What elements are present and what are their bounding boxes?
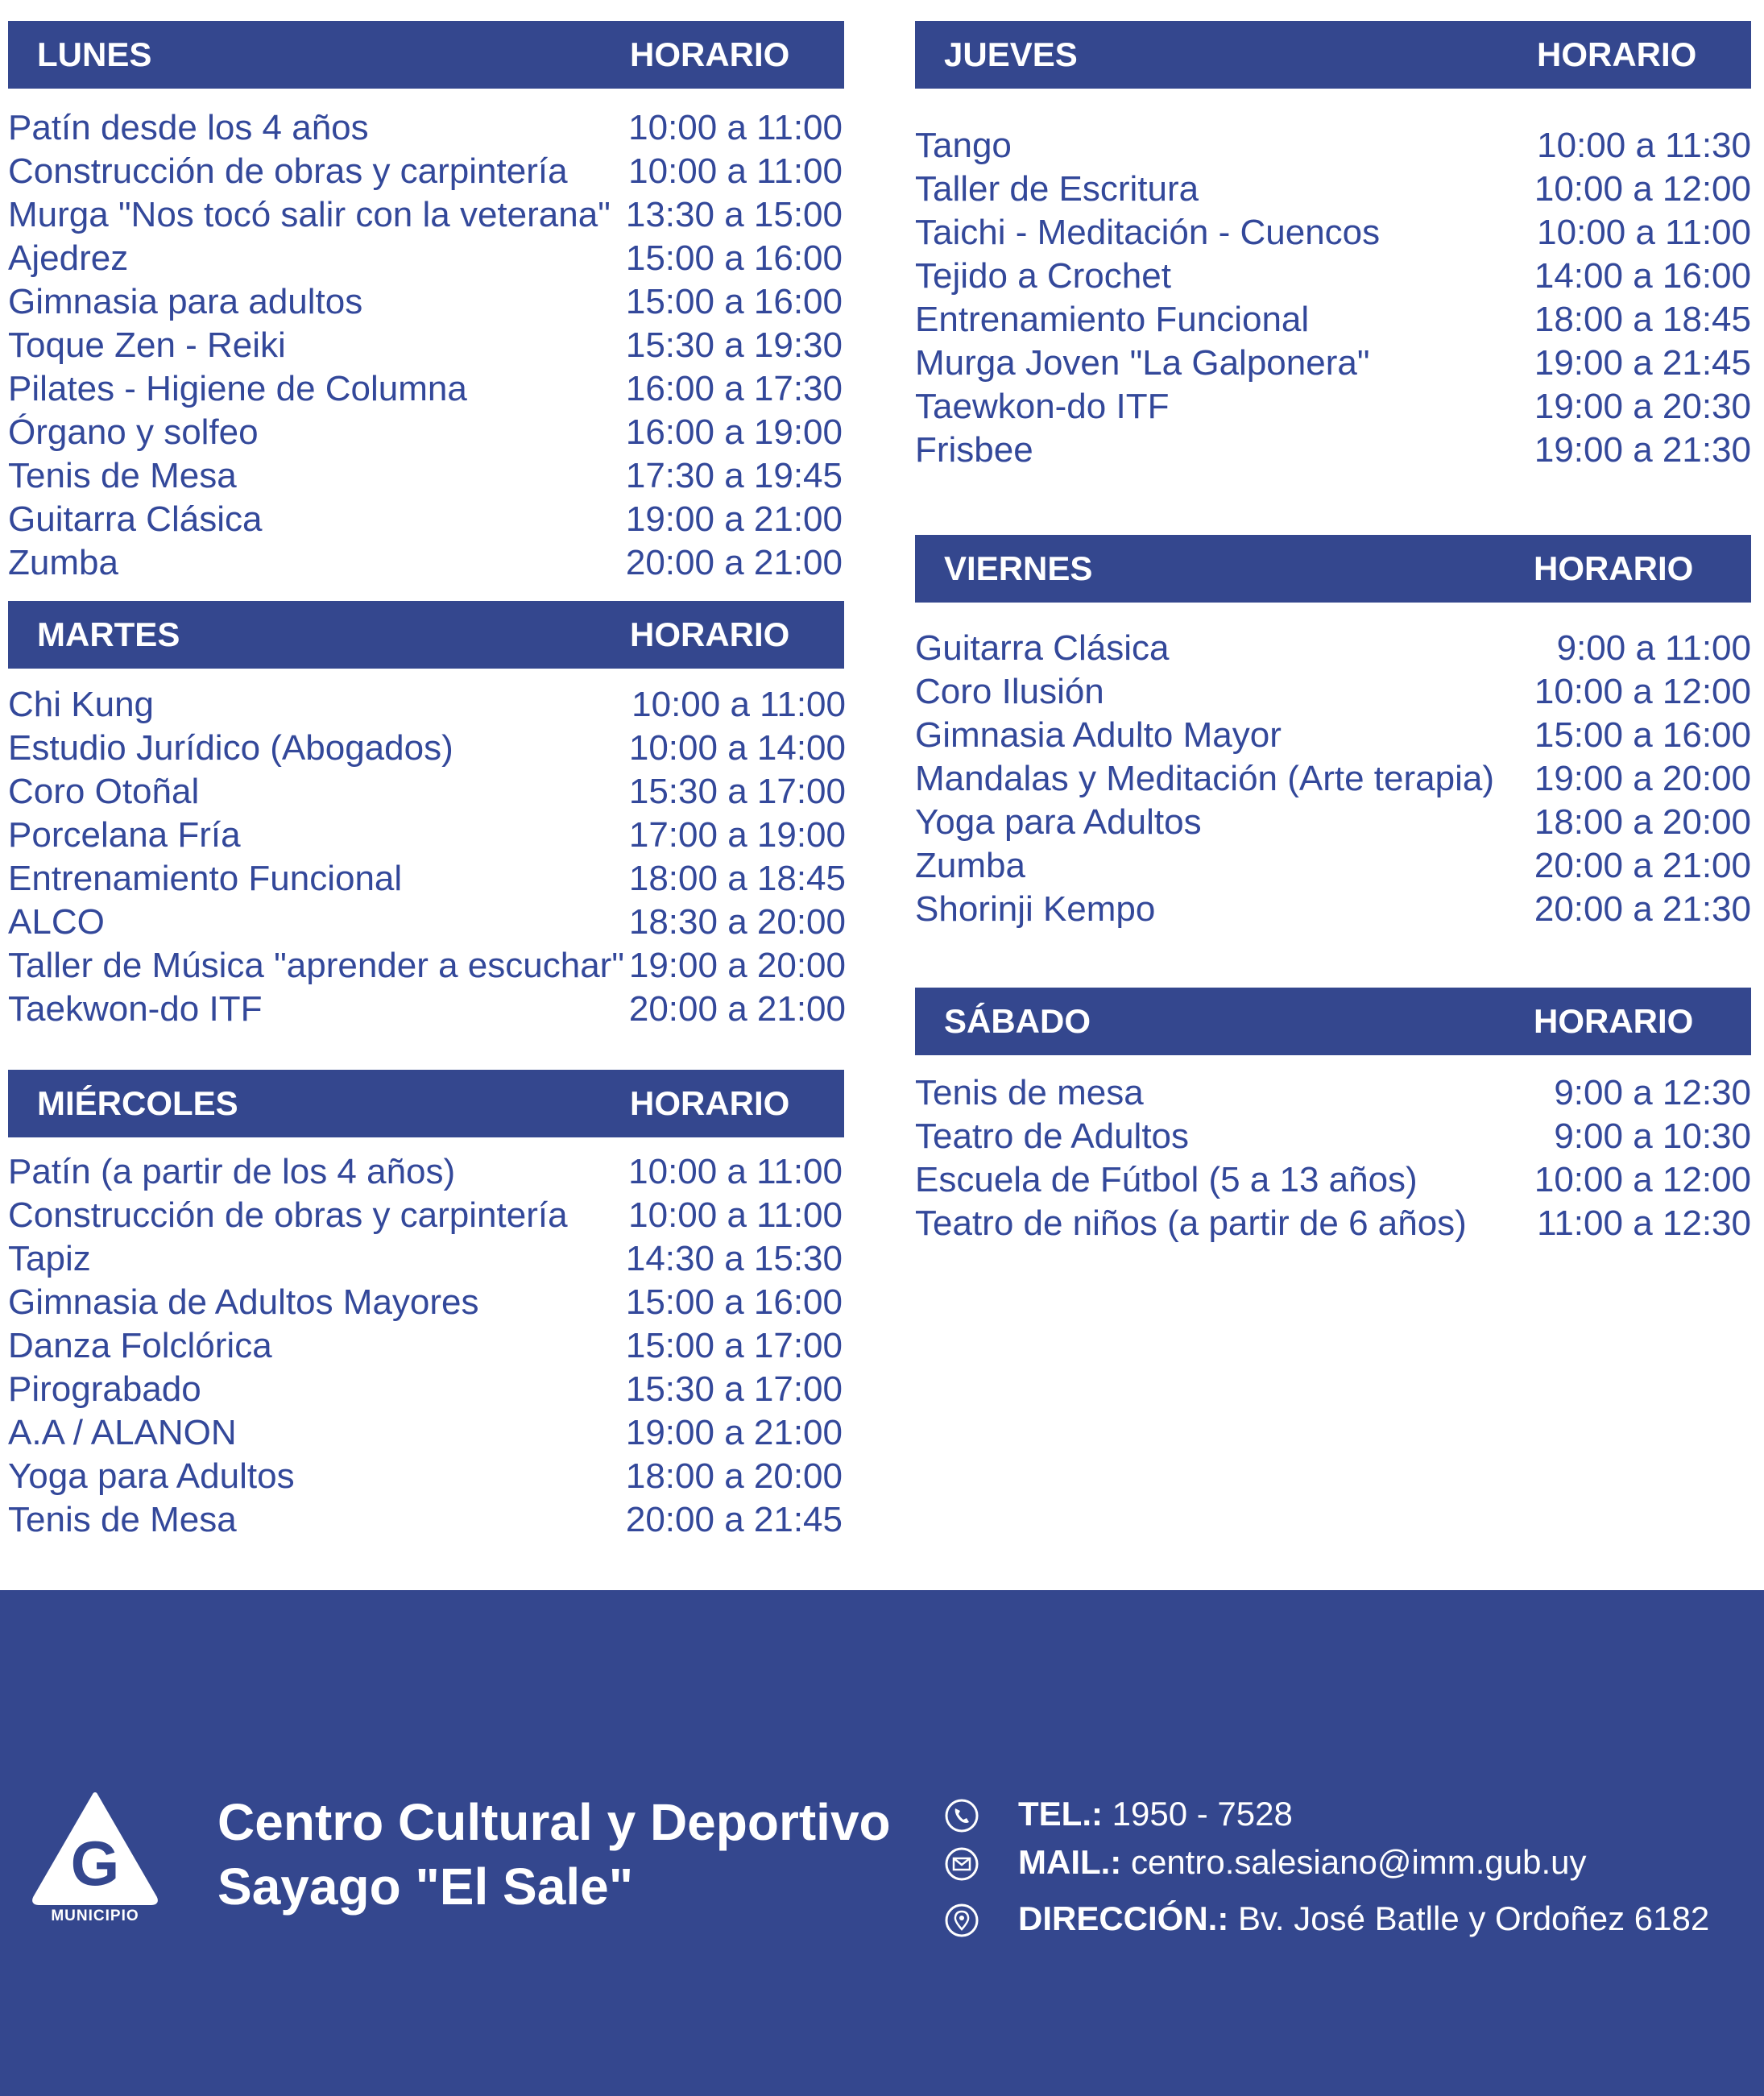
section-header-sabado [915,988,1751,1055]
activity-name: Danza Folclórica [8,1326,272,1365]
activity-name: Taewkon-do ITF [915,387,1170,426]
activity-time: 17:00 a 19:00 [628,815,846,855]
tel-value: 1950 - 7528 [1112,1795,1293,1833]
section-header-viernes [915,535,1751,603]
list-item [8,324,843,367]
list-item [8,150,843,193]
activity-time: 15:00 a 16:00 [1534,715,1751,755]
activity-name: Construcción de obras y carpintería [8,1195,568,1235]
list-item [915,168,1751,211]
activity-name: Zumba [8,543,118,582]
activity-time: 11:00 a 12:30 [1537,1203,1751,1243]
activity-time: 10:00 a 11:00 [628,108,843,147]
activity-time: 20:00 a 21:30 [1534,889,1751,929]
list-item [915,124,1751,168]
activity-time: 18:00 a 18:45 [1534,300,1751,339]
list-item [8,727,846,770]
activity-name: Zumba [915,846,1025,885]
activity-name: Tenis de mesa [915,1073,1144,1112]
activity-time: 14:30 a 15:30 [625,1239,843,1278]
activity-time: 10:00 a 11:00 [631,685,846,724]
contact-phone-text [1018,1792,1293,1837]
activity-time: 15:00 a 16:00 [625,282,843,321]
activity-name: Tejido a Crochet [915,256,1171,296]
list-item [915,670,1751,714]
activity-name: Tenis de Mesa [8,456,237,495]
activity-name: Escuela de Fútbol (5 a 13 años) [915,1160,1418,1199]
list-item [915,429,1751,472]
list-item [8,1411,843,1455]
horario-label: HORARIO [630,1084,790,1122]
activity-time: 10:00 a 12:00 [1534,169,1751,209]
activity-time: 10:00 a 11:30 [1537,126,1751,165]
list-item [8,901,846,944]
section-header-martes [8,601,844,669]
activity-time: 20:00 a 21:00 [628,989,846,1029]
activity-name: Tapiz [8,1239,91,1278]
logo-letter: G [70,1828,120,1899]
list-item [915,1158,1751,1202]
list-item [915,844,1751,888]
phone-icon [944,1798,979,1833]
logo-caption: MUNICIPIO [51,1908,139,1924]
location-pin-icon [944,1903,979,1938]
activity-name: Mandalas y Meditación (Arte terapia) [915,759,1494,798]
activity-time: 20:00 a 21:45 [625,1500,843,1539]
activity-time: 15:00 a 16:00 [625,1282,843,1322]
mail-label: MAIL.: [1018,1843,1122,1881]
horario-label: HORARIO [630,615,790,653]
section-header-jueves [915,21,1751,89]
activity-time: 15:30 a 19:30 [625,325,843,365]
activity-time: 10:00 a 12:00 [1534,1160,1751,1199]
activity-time: 15:00 a 17:00 [625,1326,843,1365]
activity-name: Entrenamiento Funcional [8,859,403,898]
day-title: MARTES [37,615,180,653]
activity-time: 10:00 a 11:00 [628,1195,843,1235]
activity-name: Teatro de niños (a partir de 6 años) [915,1203,1467,1243]
list-item [915,888,1751,931]
org-name-line2: Sayago "El Sale" [217,1858,634,1916]
list-item [915,714,1751,757]
list-item [8,1455,843,1498]
list-item [915,342,1751,385]
activity-time: 18:00 a 20:00 [625,1456,843,1496]
contact-mail-text [1018,1840,1587,1885]
activity-time: 20:00 a 21:00 [1534,846,1751,885]
activity-name: Coro Ilusión [915,672,1104,711]
list-item [8,367,843,411]
mail-icon [944,1846,979,1882]
activity-name: Pilates - Higiene de Columna [8,369,467,408]
activity-name: ALCO [8,902,105,942]
activity-name: Entrenamiento Funcional [915,300,1310,339]
activity-time: 9:00 a 11:00 [1556,628,1751,668]
address-label: DIRECCIÓN.: [1018,1899,1229,1937]
list-item [915,757,1751,801]
list-item [8,280,843,324]
activity-time: 18:30 a 20:00 [628,902,846,942]
horario-label: HORARIO [1537,35,1697,73]
list-item [8,1281,843,1324]
activity-name: Taichi - Meditación - Cuencos [915,213,1381,252]
activity-name: Taekwon-do ITF [8,989,263,1029]
list-item [8,454,843,498]
horario-label: HORARIO [1534,1002,1694,1040]
activity-name: Taller de Música "aprender a escuchar" [8,946,624,985]
activity-name: Gimnasia para adultos [8,282,363,321]
activity-name: Guitarra Clásica [8,499,263,539]
list-item [915,801,1751,844]
activity-name: Frisbee [915,430,1033,470]
list-item [915,298,1751,342]
day-title: VIERNES [944,549,1093,587]
list-item [8,498,843,541]
day-title: JUEVES [944,35,1078,73]
activity-name: Coro Otoñal [8,772,200,811]
day-title: LUNES [37,35,152,73]
list-item [915,1202,1751,1245]
horario-label: HORARIO [630,35,790,73]
activity-time: 10:00 a 12:00 [1534,672,1751,711]
list-item [8,1324,843,1368]
municipio-logo [31,1790,159,1908]
activity-time: 10:00 a 11:00 [628,1152,843,1191]
activity-time: 19:00 a 20:30 [1534,387,1751,426]
activity-time: 10:00 a 14:00 [628,728,846,768]
activity-name: Construcción de obras y carpintería [8,151,568,191]
org-name-line1: Centro Cultural y Deportivo [217,1793,891,1851]
list-item [8,1368,843,1411]
contact-address-text [1018,1896,1709,1941]
activity-time: 19:00 a 20:00 [628,946,846,985]
activity-time: 19:00 a 21:45 [1534,343,1751,383]
address-value: Bv. José Batlle y Ordoñez 6182 [1238,1899,1710,1937]
activity-name: Yoga para Adultos [915,802,1202,842]
activity-time: 10:00 a 11:00 [628,151,843,191]
activity-name: Tenis de Mesa [8,1500,237,1539]
activity-time: 14:00 a 16:00 [1534,256,1751,296]
activity-name: Shorinji Kempo [915,889,1156,929]
list-item [8,770,846,814]
list-item [8,541,843,585]
activity-name: Murga "Nos tocó salir con la veterana" [8,195,611,234]
organization-name [217,1790,891,1919]
activity-name: Yoga para Adultos [8,1456,295,1496]
mail-value[interactable]: centro.salesiano@imm.gub.uy [1130,1843,1587,1881]
activity-time: 9:00 a 10:30 [1554,1116,1751,1156]
section-header-lunes [8,21,844,89]
activity-name: Patín (a partir de los 4 años) [8,1152,456,1191]
list-item [8,237,843,280]
horario-label: HORARIO [1534,549,1694,587]
activity-time: 13:30 a 15:00 [625,195,843,234]
activity-name: Guitarra Clásica [915,628,1170,668]
list-item [915,385,1751,429]
list-item [8,988,846,1031]
activity-name: Órgano y solfeo [8,412,259,452]
activity-time: 18:00 a 20:00 [1534,802,1751,842]
day-title: MIÉRCOLES [37,1084,238,1122]
activity-time: 15:30 a 17:00 [628,772,846,811]
list-item [8,1194,843,1237]
activity-name: Ajedrez [8,238,129,278]
activity-name: Estudio Jurídico (Abogados) [8,728,453,768]
section-header-miercoles [8,1070,844,1137]
list-item [8,1150,843,1194]
activity-time: 15:30 a 17:00 [625,1369,843,1409]
footer [0,1590,1764,2096]
activity-name: Murga Joven "La Galponera" [915,343,1370,383]
list-item [8,411,843,454]
activity-name: Gimnasia de Adultos Mayores [8,1282,479,1322]
list-item [8,814,846,857]
list-item [8,106,843,150]
activity-time: 20:00 a 21:00 [625,543,843,582]
list-item [915,255,1751,298]
list-item [8,1498,843,1542]
list-item [8,193,843,237]
activity-name: Teatro de Adultos [915,1116,1190,1156]
list-item [8,1237,843,1281]
activity-name: Gimnasia Adulto Mayor [915,715,1282,755]
activity-time: 16:00 a 19:00 [625,412,843,452]
activity-time: 19:00 a 21:30 [1534,430,1751,470]
activity-time: 19:00 a 21:00 [625,499,843,539]
activity-name: Pirograbado [8,1369,201,1409]
activity-name: A.A / ALANON [8,1413,237,1452]
day-title: SÁBADO [944,1002,1091,1040]
activity-time: 9:00 a 12:30 [1554,1073,1751,1112]
activity-time: 10:00 a 11:00 [1537,213,1751,252]
activity-name: Tango [915,126,1012,165]
activity-time: 19:00 a 20:00 [1534,759,1751,798]
activity-time: 15:00 a 16:00 [625,238,843,278]
list-item [8,944,846,988]
activity-time: 16:00 a 17:30 [625,369,843,408]
activity-name: Taller de Escritura [915,169,1199,209]
list-item [8,683,846,727]
activity-name: Toque Zen - Reiki [8,325,286,365]
list-item [915,1115,1751,1158]
list-item [915,211,1751,255]
list-item [8,857,846,901]
tel-label: TEL.: [1018,1795,1103,1833]
list-item [915,1071,1751,1115]
activity-time: 19:00 a 21:00 [625,1413,843,1452]
list-item [915,627,1751,670]
activity-name: Porcelana Fría [8,815,241,855]
activity-time: 18:00 a 18:45 [628,859,846,898]
activity-name: Patín desde los 4 años [8,108,369,147]
activity-name: Chi Kung [8,685,155,724]
activity-time: 17:30 a 19:45 [625,456,843,495]
